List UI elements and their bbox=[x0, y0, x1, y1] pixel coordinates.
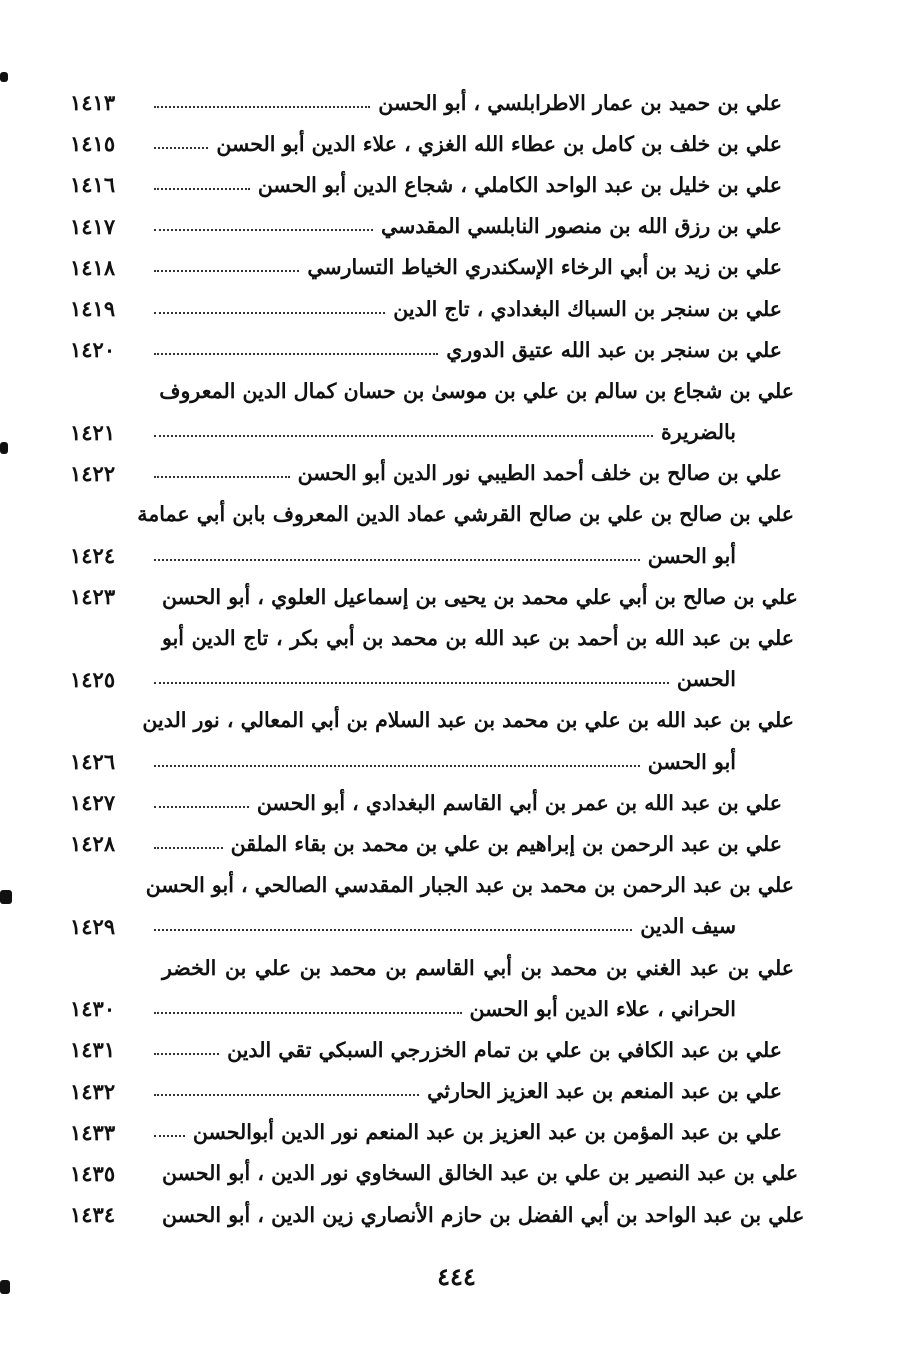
index-entry bbox=[70, 1029, 782, 1070]
entry-name: علي بن عبد النصير بن علي بن عبد الخالق السخاوي نور الدين ، أبو الحسن bbox=[162, 1161, 799, 1186]
entry-number: ١٤٢٧ bbox=[70, 790, 116, 816]
entry-name: علي بن عبد الله بن عمر بن أبي القاسم البغدادي ، أبو الحسن bbox=[256, 790, 782, 815]
index-entry bbox=[70, 782, 782, 823]
index-entry bbox=[70, 988, 782, 1029]
index-entry bbox=[70, 1112, 782, 1153]
entry-continuation: الحسن bbox=[676, 667, 736, 692]
entry-number: ١٤١٨ bbox=[70, 254, 116, 280]
index-entry bbox=[70, 453, 782, 494]
entry-name: علي بن عبد المؤمن بن عبد العزيز بن عبد المنعم نور الدين أبوالحسن bbox=[192, 1120, 782, 1145]
entry-name: علي بن رزق الله بن منصور النابلسي المقدسي bbox=[381, 214, 782, 239]
entry-number: ١٤١٧ bbox=[70, 213, 116, 239]
entry-name: علي بن عبد الرحمن بن إبراهيم بن علي بن محمد بن بقاء الملقن bbox=[230, 831, 782, 856]
entry-number: ١٤٣٤ bbox=[70, 1202, 116, 1228]
entry-name: علي بن عبد الكافي بن علي بن تمام الخزرجي السبكي تقي الدين bbox=[227, 1037, 782, 1062]
entry-name: علي بن عبد الله بن أحمد بن عبد الله بن محمد بن أبي بكر ، تاج الدين أبو bbox=[162, 626, 794, 651]
dot-leader bbox=[154, 476, 290, 478]
dot-leader bbox=[154, 1135, 185, 1137]
dot-leader bbox=[154, 270, 299, 272]
entry-continuation: بالضريرة bbox=[660, 420, 736, 445]
entry-name: علي بن عبد الواحد بن أبي الفضل بن حازم الأنصاري زين الدين ، أبو الحسن bbox=[162, 1202, 805, 1227]
index-entry-line bbox=[70, 370, 794, 411]
entry-name: علي بن حميد بن عمار الاطرابلسي ، أبو الحسن bbox=[378, 90, 782, 115]
entry-name: علي بن عبد المنعم بن عبد العزيز الحارثي bbox=[427, 1079, 782, 1104]
entry-number: ١٤٢٣ bbox=[70, 584, 116, 610]
dot-leader bbox=[154, 106, 370, 108]
index-entry-line bbox=[70, 947, 794, 988]
index-entry bbox=[70, 659, 782, 700]
dot-leader bbox=[154, 929, 632, 931]
entry-number: ١٤٣٣ bbox=[70, 1119, 116, 1145]
entry-continuation: الحراني ، علاء الدين أبو الحسن bbox=[469, 996, 736, 1021]
entry-number: ١٤٣٠ bbox=[70, 996, 116, 1022]
index-entry bbox=[70, 82, 782, 123]
entry-name: علي بن شجاع بن سالم بن علي بن موسىٰ بن حسان كمال الدين المعروف bbox=[159, 378, 794, 403]
dot-leader bbox=[154, 147, 208, 149]
entry-number: ١٤٢٦ bbox=[70, 749, 116, 775]
dot-leader bbox=[154, 312, 385, 314]
entry-number: ١٤٣١ bbox=[70, 1037, 116, 1063]
dot-leader bbox=[154, 559, 640, 561]
index-entry bbox=[70, 576, 798, 617]
entry-name: علي بن خليل بن عبد الواحد الكاملي ، شجاع الدين أبو الحسن bbox=[257, 172, 782, 197]
scan-mark bbox=[0, 72, 8, 82]
index-entry bbox=[70, 206, 782, 247]
index-entry bbox=[70, 741, 782, 782]
entry-number: ١٤٣٢ bbox=[70, 1078, 116, 1104]
entry-name: علي بن عبد الرحمن بن محمد بن عبد الجبار المقدسي الصالحي ، أبو الحسن bbox=[145, 873, 794, 898]
index-entry bbox=[70, 412, 782, 453]
entry-name: علي بن سنجر بن عبد الله عتيق الدوري bbox=[446, 337, 782, 362]
entry-number: ١٤٢٩ bbox=[70, 913, 116, 939]
entry-name: علي بن عبد الغني بن محمد بن أبي القاسم بن محمد بن علي بن الخضر bbox=[162, 955, 794, 980]
entry-continuation: أبو الحسن bbox=[647, 749, 736, 774]
index-entry-line bbox=[70, 700, 794, 741]
entry-name: علي بن عبد الله بن علي بن محمد بن عبد السلام بن أبي المعالي ، نور الدين bbox=[142, 708, 794, 733]
entry-number: ١٤٢١ bbox=[70, 419, 116, 445]
index-entry bbox=[70, 329, 782, 370]
index-entry bbox=[70, 123, 782, 164]
entry-number: ١٤٢٨ bbox=[70, 831, 116, 857]
dot-leader bbox=[154, 435, 653, 437]
index-entry bbox=[70, 288, 782, 329]
dot-leader bbox=[154, 353, 438, 355]
entry-number: ١٤٢٠ bbox=[70, 337, 116, 363]
dot-leader bbox=[154, 1012, 462, 1014]
dot-leader bbox=[154, 765, 640, 767]
entry-number: ١٤١٣ bbox=[70, 90, 116, 116]
entry-number: ١٤٢٤ bbox=[70, 543, 116, 569]
index-entry bbox=[70, 164, 782, 205]
dot-leader bbox=[154, 806, 249, 808]
entry-name: علي بن زيد بن أبي الرخاء الإسكندري الخياط التسارسي bbox=[307, 255, 782, 280]
scan-mark bbox=[0, 442, 8, 454]
entry-name: علي بن صالح بن علي بن صالح القرشي عماد الدين المعروف بابن أبي عمامة bbox=[137, 502, 794, 527]
index-entry bbox=[70, 906, 782, 947]
index-entry-line bbox=[70, 617, 794, 658]
entry-continuation: سيف الدين bbox=[640, 914, 736, 939]
index-entry-line bbox=[70, 865, 794, 906]
dot-leader bbox=[154, 229, 373, 231]
entry-number: ١٤١٥ bbox=[70, 131, 116, 157]
dot-leader bbox=[154, 188, 250, 190]
entry-number: ١٤٢٥ bbox=[70, 666, 116, 692]
entry-name: علي بن خلف بن كامل بن عطاء الله الغزي ، علاء الدين أبو الحسن bbox=[216, 131, 782, 156]
index-entry bbox=[70, 1153, 799, 1194]
dot-leader bbox=[154, 682, 669, 684]
entry-number: ١٤١٩ bbox=[70, 296, 116, 322]
entry-continuation: أبو الحسن bbox=[647, 543, 736, 568]
entry-number: ١٤٣٥ bbox=[70, 1160, 116, 1186]
dot-leader bbox=[154, 1094, 419, 1096]
entry-number: ١٤١٦ bbox=[70, 172, 116, 198]
scan-mark bbox=[0, 890, 12, 904]
index-entry bbox=[70, 1071, 782, 1112]
dot-leader bbox=[154, 1053, 219, 1055]
dot-leader bbox=[154, 847, 223, 849]
index-entry bbox=[70, 247, 782, 288]
entry-name: علي بن صالح بن خلف أحمد الطيبي نور الدين أبو الحسن bbox=[297, 461, 782, 486]
entry-number: ١٤٢٢ bbox=[70, 460, 116, 486]
entry-name: علي بن سنجر بن السباك البغدادي ، تاج الدين bbox=[393, 296, 782, 321]
index-list bbox=[70, 82, 805, 1235]
index-entry bbox=[70, 1194, 805, 1235]
page-number: ٤٤٤ bbox=[437, 1262, 476, 1291]
index-entry-line bbox=[70, 494, 794, 535]
entry-name: علي بن صالح بن أبي علي محمد بن يحيى بن إسماعيل العلوي ، أبو الحسن bbox=[162, 584, 798, 609]
index-entry bbox=[70, 535, 782, 576]
index-entry bbox=[70, 823, 782, 864]
